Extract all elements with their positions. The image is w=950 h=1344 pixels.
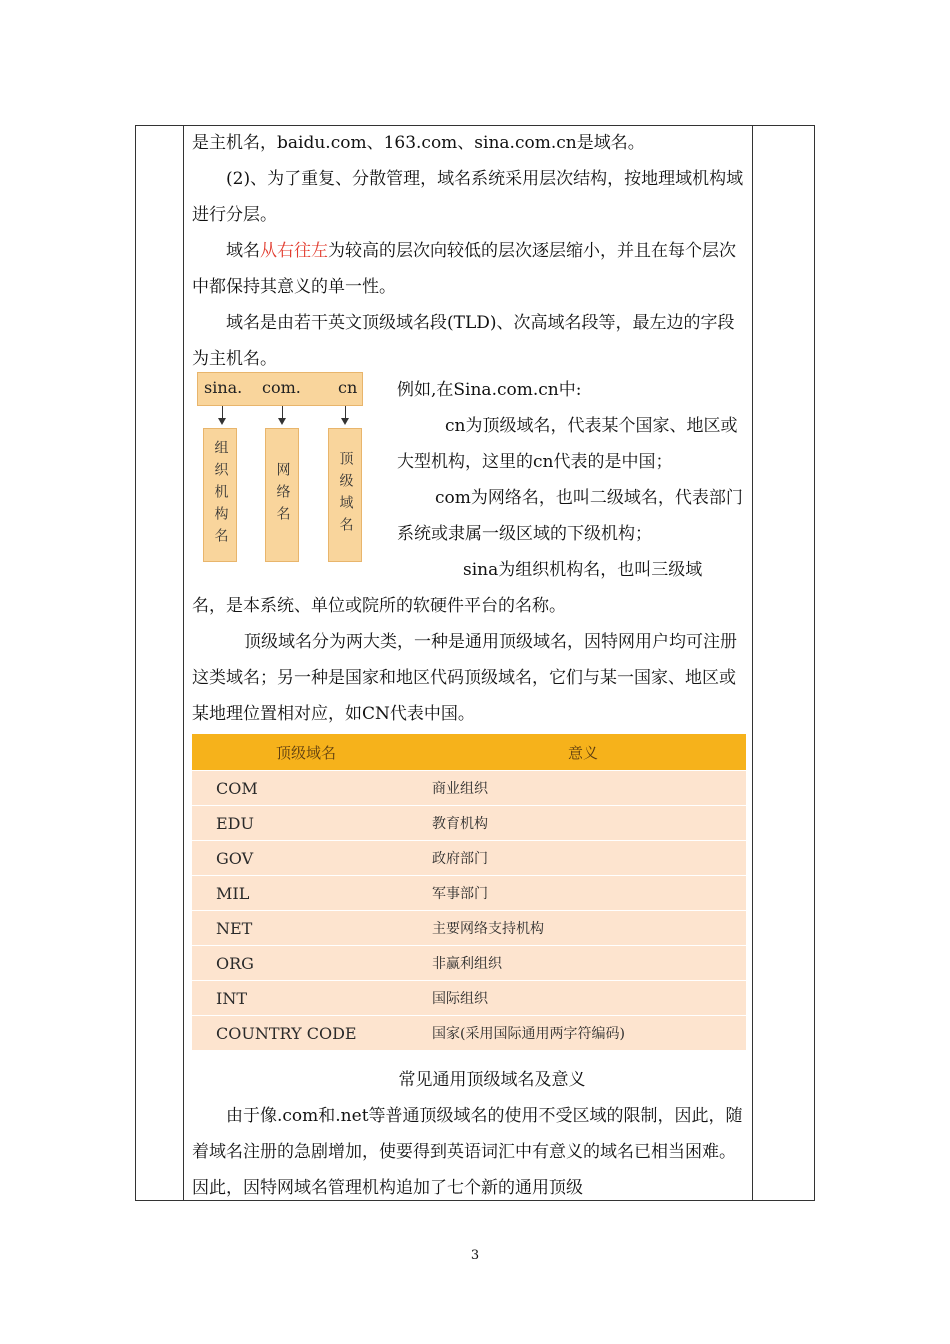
paragraph-tld-structure: 域名是由若干英文顶级域名段(TLD)、次高域名段等，最左边的字段为主机名。 — [192, 313, 735, 369]
content-middle — [192, 588, 747, 732]
tld-cell: EDU — [192, 806, 420, 841]
table-row — [192, 806, 746, 841]
table-row — [192, 771, 746, 806]
tld-cell: GOV — [192, 841, 420, 876]
box-tld-name — [328, 428, 362, 562]
meaning-cell: 国家(采用国际通用两字符编码) — [420, 1016, 746, 1051]
domain-structure-diagram — [197, 372, 367, 568]
header-meaning: 意义 — [420, 734, 746, 771]
tld-cell: MIL — [192, 876, 420, 911]
table-row — [192, 876, 746, 911]
tld-cell: COM — [192, 771, 420, 806]
column-divider-left — [183, 125, 184, 1201]
label-sina: sina. — [204, 378, 243, 397]
table-caption: 常见通用顶级域名及意义 — [398, 1070, 586, 1090]
arrow-head-2 — [278, 418, 286, 425]
meaning-cell: 商业组织 — [420, 771, 746, 806]
meaning-cell: 非赢利组织 — [420, 946, 746, 981]
domain-label-bar — [197, 372, 363, 406]
paragraph-hierarchy: (2)、为了重复、分散管理，域名系统采用层次结构，按地理域机构域进行分层。 — [192, 169, 744, 225]
label-cn: cn — [338, 378, 358, 397]
meaning-cell: 国际组织 — [420, 981, 746, 1016]
example-com: com为网络名，也叫二级域名，代表部门系统或隶属一级区域的下级机构； — [397, 488, 743, 544]
meaning-cell: 政府部门 — [420, 841, 746, 876]
box-tld-text: 顶级域名 — [337, 451, 354, 539]
order-text-highlight: 从右往左 — [260, 241, 328, 261]
example-intro: 例如,在Sina.com.cn中: — [397, 380, 582, 400]
paragraph-order — [192, 233, 747, 305]
tld-cell: NET — [192, 911, 420, 946]
page-number: 3 — [470, 1248, 480, 1263]
box-org-name — [203, 428, 237, 562]
table-row — [192, 946, 746, 981]
tld-table — [192, 734, 746, 1050]
box-org-text: 组织机构名 — [212, 440, 229, 550]
box-network-name — [265, 428, 299, 562]
paragraph-sina-meaning: 名，是本系统、单位或院所的软硬件平台的名称。 — [192, 596, 566, 616]
paragraph-tld-types: 顶级域名分为两大类，一种是通用顶级域名，因特网用户均可注册这类域名；另一种是国家和地区代码顶级域名，它们与某一国家、地区或某地理位置相对应，如CN代表中国。 — [192, 632, 737, 724]
arrow-head-3 — [341, 418, 349, 425]
label-com: com. — [262, 378, 301, 397]
table-row — [192, 1016, 746, 1051]
tld-cell: COUNTRY CODE — [192, 1016, 420, 1051]
content-bottom — [192, 1098, 747, 1206]
table-row — [192, 911, 746, 946]
content-top — [192, 125, 747, 377]
paragraph-new-gtlds: 由于像.com和.net等普通顶级域名的使用不受区域的限制，因此，随着域名注册的急剧增加，使要得到英语词汇中有意义的域名已相当困难。因此，因特网域名管理机构追加了七个新的通用顶级 — [192, 1106, 743, 1198]
order-text-start: 域名 — [226, 241, 260, 261]
table-row — [192, 841, 746, 876]
tld-cell: INT — [192, 981, 420, 1016]
example-sina: sina为组织机构名，也叫三级域 — [463, 560, 703, 580]
order-text-end: 为较高的层次向较低的层次逐层缩小，并且在每个层次中都保持其意义的单一性。 — [192, 241, 736, 297]
header-tld: 顶级域名 — [192, 734, 420, 771]
meaning-cell: 主要网络支持机构 — [420, 911, 746, 946]
box-network-text: 网络名 — [274, 462, 291, 528]
example-cn: cn为顶级域名，代表某个国家、地区或大型机构，这里的cn代表的是中国； — [397, 416, 738, 472]
paragraph-hostname: 是主机名，baidu.com、163.com、sina.com.cn是域名。 — [192, 133, 645, 153]
arrow-head-1 — [218, 418, 226, 425]
table-row — [192, 981, 746, 1016]
example-explanation — [397, 372, 747, 588]
tld-table-header — [192, 734, 746, 771]
column-divider-right — [752, 125, 753, 1201]
meaning-cell: 教育机构 — [420, 806, 746, 841]
tld-cell: ORG — [192, 946, 420, 981]
meaning-cell: 军事部门 — [420, 876, 746, 911]
